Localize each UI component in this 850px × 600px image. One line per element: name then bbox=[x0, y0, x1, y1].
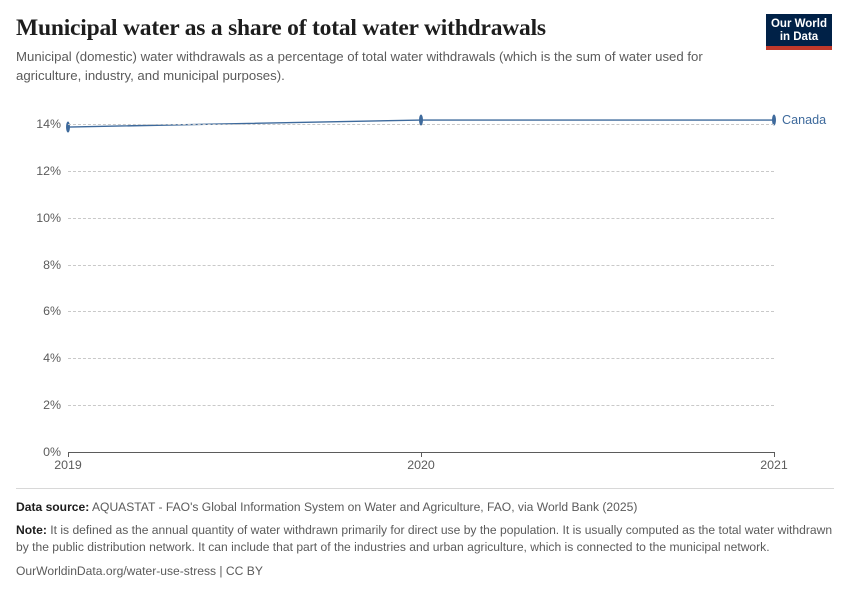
x-axis-tick-label: 2020 bbox=[407, 457, 435, 472]
owid-logo-line2: in Data bbox=[779, 30, 819, 43]
y-gridline bbox=[68, 124, 774, 125]
x-axis-tick-mark bbox=[68, 452, 69, 457]
y-axis-tick-label: 8% bbox=[43, 257, 61, 272]
y-gridline bbox=[68, 358, 774, 359]
series-end-label[interactable]: Canada bbox=[782, 112, 827, 127]
note-text: It is defined as the annual quantity of water withdrawn primarily for direct use by the population. It is usually computed as the total water withdrawn by the public distribution network. It can include that part of the industries and urban agriculture, which is connected to the municipal network. bbox=[16, 522, 833, 555]
y-axis-tick-label: 2% bbox=[43, 397, 61, 412]
plot-region[interactable] bbox=[36, 106, 827, 472]
owid-logo[interactable] bbox=[766, 14, 832, 50]
series-point[interactable] bbox=[66, 121, 70, 132]
y-axis-tick-label: 12% bbox=[36, 164, 61, 179]
y-axis-tick-label: 6% bbox=[43, 304, 61, 319]
series-lines bbox=[68, 106, 774, 452]
data-source-text: AQUASTAT - FAO's Global Information System on Water and Agriculture, FAO, via World Bank (2025) bbox=[91, 500, 638, 514]
y-axis-tick-label: 14% bbox=[36, 117, 61, 132]
y-gridline bbox=[68, 405, 774, 406]
chart-footer bbox=[16, 488, 834, 578]
data-source-label: Data source: bbox=[16, 500, 90, 514]
x-axis-tick-label: 2019 bbox=[54, 457, 82, 472]
x-axis-tick-label: 2021 bbox=[760, 457, 788, 472]
y-gridline bbox=[68, 171, 774, 172]
data-source-line bbox=[16, 499, 834, 517]
y-axis-tick-label: 0% bbox=[43, 444, 61, 459]
y-axis-tick-label: 4% bbox=[43, 351, 61, 366]
page-title: Municipal water as a share of total water withdrawals bbox=[16, 15, 546, 41]
y-axis-tick-label: 10% bbox=[36, 210, 61, 225]
owid-link[interactable]: OurWorldinData.org/water-use-stress | CC BY bbox=[16, 563, 263, 578]
note-label: Note: bbox=[16, 522, 47, 537]
owid-logo-line1: Our World bbox=[770, 18, 827, 30]
page-subtitle: Municipal (domestic) water withdrawals as a percentage of total water withdrawals (which is the sum of water used for agriculture, industry, and municipal purposes). bbox=[16, 49, 703, 83]
chart-header bbox=[16, 14, 834, 86]
y-gridline bbox=[68, 265, 774, 266]
note-line bbox=[16, 522, 834, 557]
x-axis-tick-mark bbox=[421, 452, 422, 457]
chart-area[interactable] bbox=[16, 98, 834, 478]
x-axis-tick-mark bbox=[774, 452, 775, 457]
y-gridline bbox=[68, 311, 774, 312]
y-gridline bbox=[68, 218, 774, 219]
